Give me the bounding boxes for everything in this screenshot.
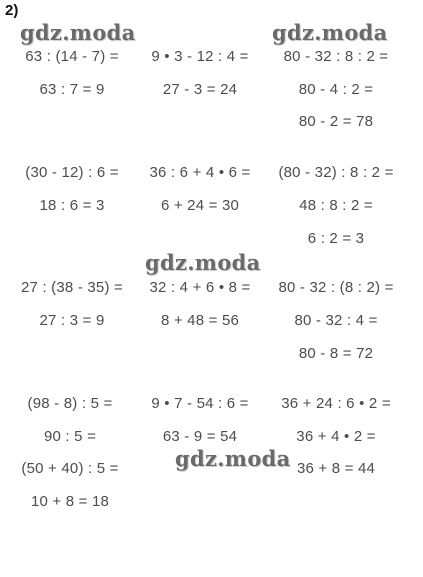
expression-line: (80 - 32) : 8 : 2 =	[278, 164, 394, 181]
expression-line: 6 + 24 = 30	[160, 197, 240, 214]
expression-line: 48 : 8 : 2 =	[299, 197, 373, 214]
expression-line: 27 - 3 = 24	[162, 81, 238, 98]
expression-line: 9 • 3 - 12 : 4 =	[151, 48, 249, 65]
expression-line: 27 : (38 - 35) =	[20, 279, 124, 296]
watermark: gdz.moda	[175, 446, 291, 471]
expression-line: 6 : 2 = 3	[307, 230, 365, 247]
expression-line: 8 + 48 = 56	[160, 312, 240, 329]
expression-line: 80 - 2 = 78	[298, 113, 374, 130]
expression-line: 63 : (14 - 7) =	[25, 48, 119, 65]
expression-line: 27 : 3 = 9	[39, 312, 105, 329]
watermark: gdz.moda	[20, 20, 136, 45]
expression-line: (98 - 8) : 5 =	[27, 395, 113, 412]
expression-line: 32 : 4 + 6 • 8 =	[149, 279, 251, 296]
expression-line: 80 - 32 : (8 : 2) =	[278, 279, 394, 296]
expression-line: 36 + 4 • 2 =	[296, 428, 376, 445]
expression-line: 80 - 4 : 2 =	[298, 81, 374, 98]
watermark: gdz.moda	[272, 20, 388, 45]
watermark: gdz.moda	[145, 250, 261, 275]
expression-line: 10 + 8 = 18	[30, 493, 110, 510]
expression-line: 80 - 32 : 4 =	[294, 312, 378, 329]
expression-line: 90 : 5 =	[43, 428, 97, 445]
expression-line: 63 : 7 = 9	[39, 81, 105, 98]
expression-line: 80 - 32 : 8 : 2 =	[283, 48, 389, 65]
task-number-label: 2)	[5, 2, 19, 19]
expression-line: 9 • 7 - 54 : 6 =	[151, 395, 249, 412]
expression-line: 36 : 6 + 4 • 6 =	[149, 164, 251, 181]
expression-line: 18 : 6 = 3	[39, 197, 105, 214]
expression-line: 36 + 24 : 6 • 2 =	[281, 395, 391, 412]
expression-line: 63 - 9 = 54	[162, 428, 238, 445]
expression-line: (50 + 40) : 5 =	[21, 460, 119, 477]
expression-line: 36 + 8 = 44	[296, 460, 376, 477]
expression-line: 80 - 8 = 72	[298, 345, 374, 362]
expression-line: (30 - 12) : 6 =	[25, 164, 119, 181]
